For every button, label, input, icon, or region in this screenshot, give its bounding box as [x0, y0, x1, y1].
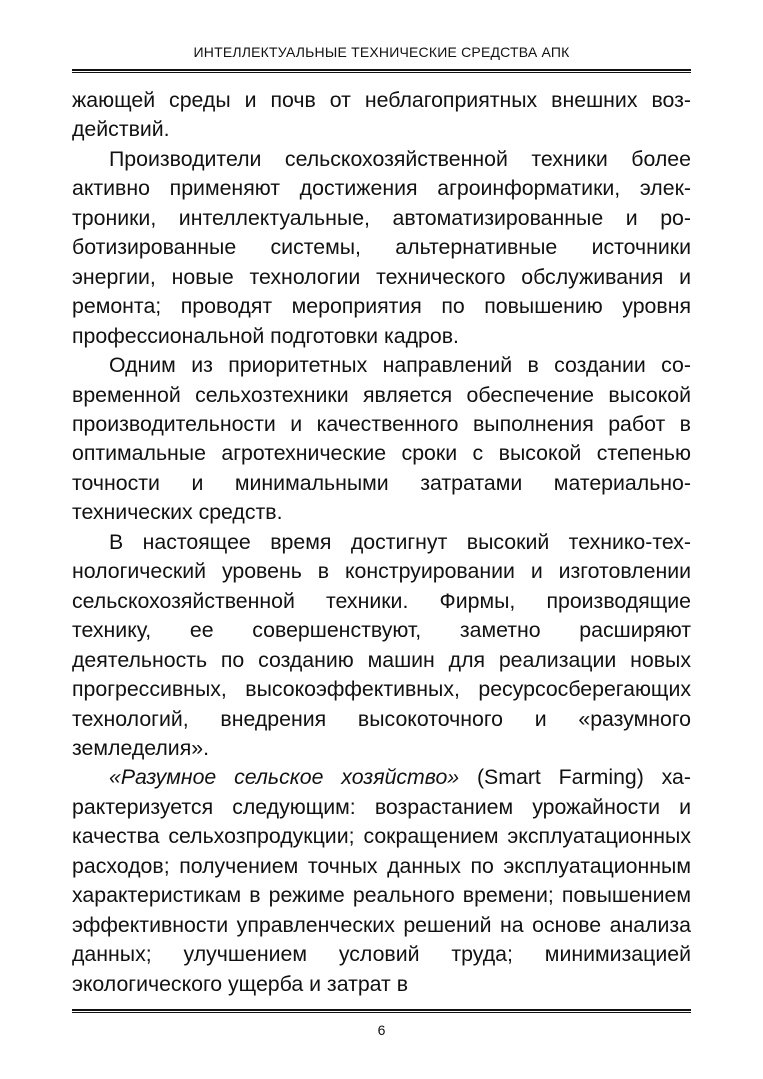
paragraph-priorities: Одним из приоритетных направлений в создании современной сельхозтехники является обеспечение высокой производительности и качественного выполнения работ в оптимальные агротехнические сроки с высокой степенью точности и минимальными затратами материально-технических средств. [72, 353, 691, 525]
running-header: ИНТЕЛЛЕКТУАЛЬНЫЕ ТЕХНИЧЕСКИЕ СРЕДСТВА АПК [193, 44, 570, 60]
smart-farming-text: (Smart Farming) характеризуется следующим: возрастанием урожайности и качества сельхозпродукции; сокращением эксплуатационных расходов; получением точных данных по эксплуатационным характеристикам в режиме реального времени; повышением эффективности управленческих решений на основе анализа данных; улучшением условий труда; минимизацией экологического ущерба и затрат в [72, 765, 691, 996]
paragraph-smart-farming [72, 763, 691, 999]
page-number: 6 [377, 1022, 386, 1038]
paragraph-manufacturers: Производители сельскохозяйственной техники более активно применяют достижения агроинформатики, электроники, интеллектуальные, автоматизированные и роботизированные системы, альтернативные источники энергии, новые технологии технического обслуживания и ремонта; проводят мероприятия по повышению уровня профессиональной подготовки кадров. [72, 146, 691, 348]
body-text [72, 86, 691, 999]
footer-rule [72, 1009, 691, 1013]
book-page [72, 0, 691, 1079]
paragraph-continuation: жающей среды и почв от неблагоприятных внешних воздействий. [72, 88, 691, 142]
paragraph-technology-level: В настоящее время достигнут высокий технико-технологический уровень в конструировании и изготовлении сельскохозяйственной техники. Фирмы, производящие технику, ее совершенствуют, заметно расширяют деятельность по созданию машин для реализации новых прогрессивных, высокоэффективных, ресурсосберегающих технологий, внедрения высокоточного и «разумного земледелия». [72, 529, 691, 760]
smart-farming-term: «Разумное сельское хозяйство» [109, 765, 460, 790]
header-rule [72, 69, 691, 73]
